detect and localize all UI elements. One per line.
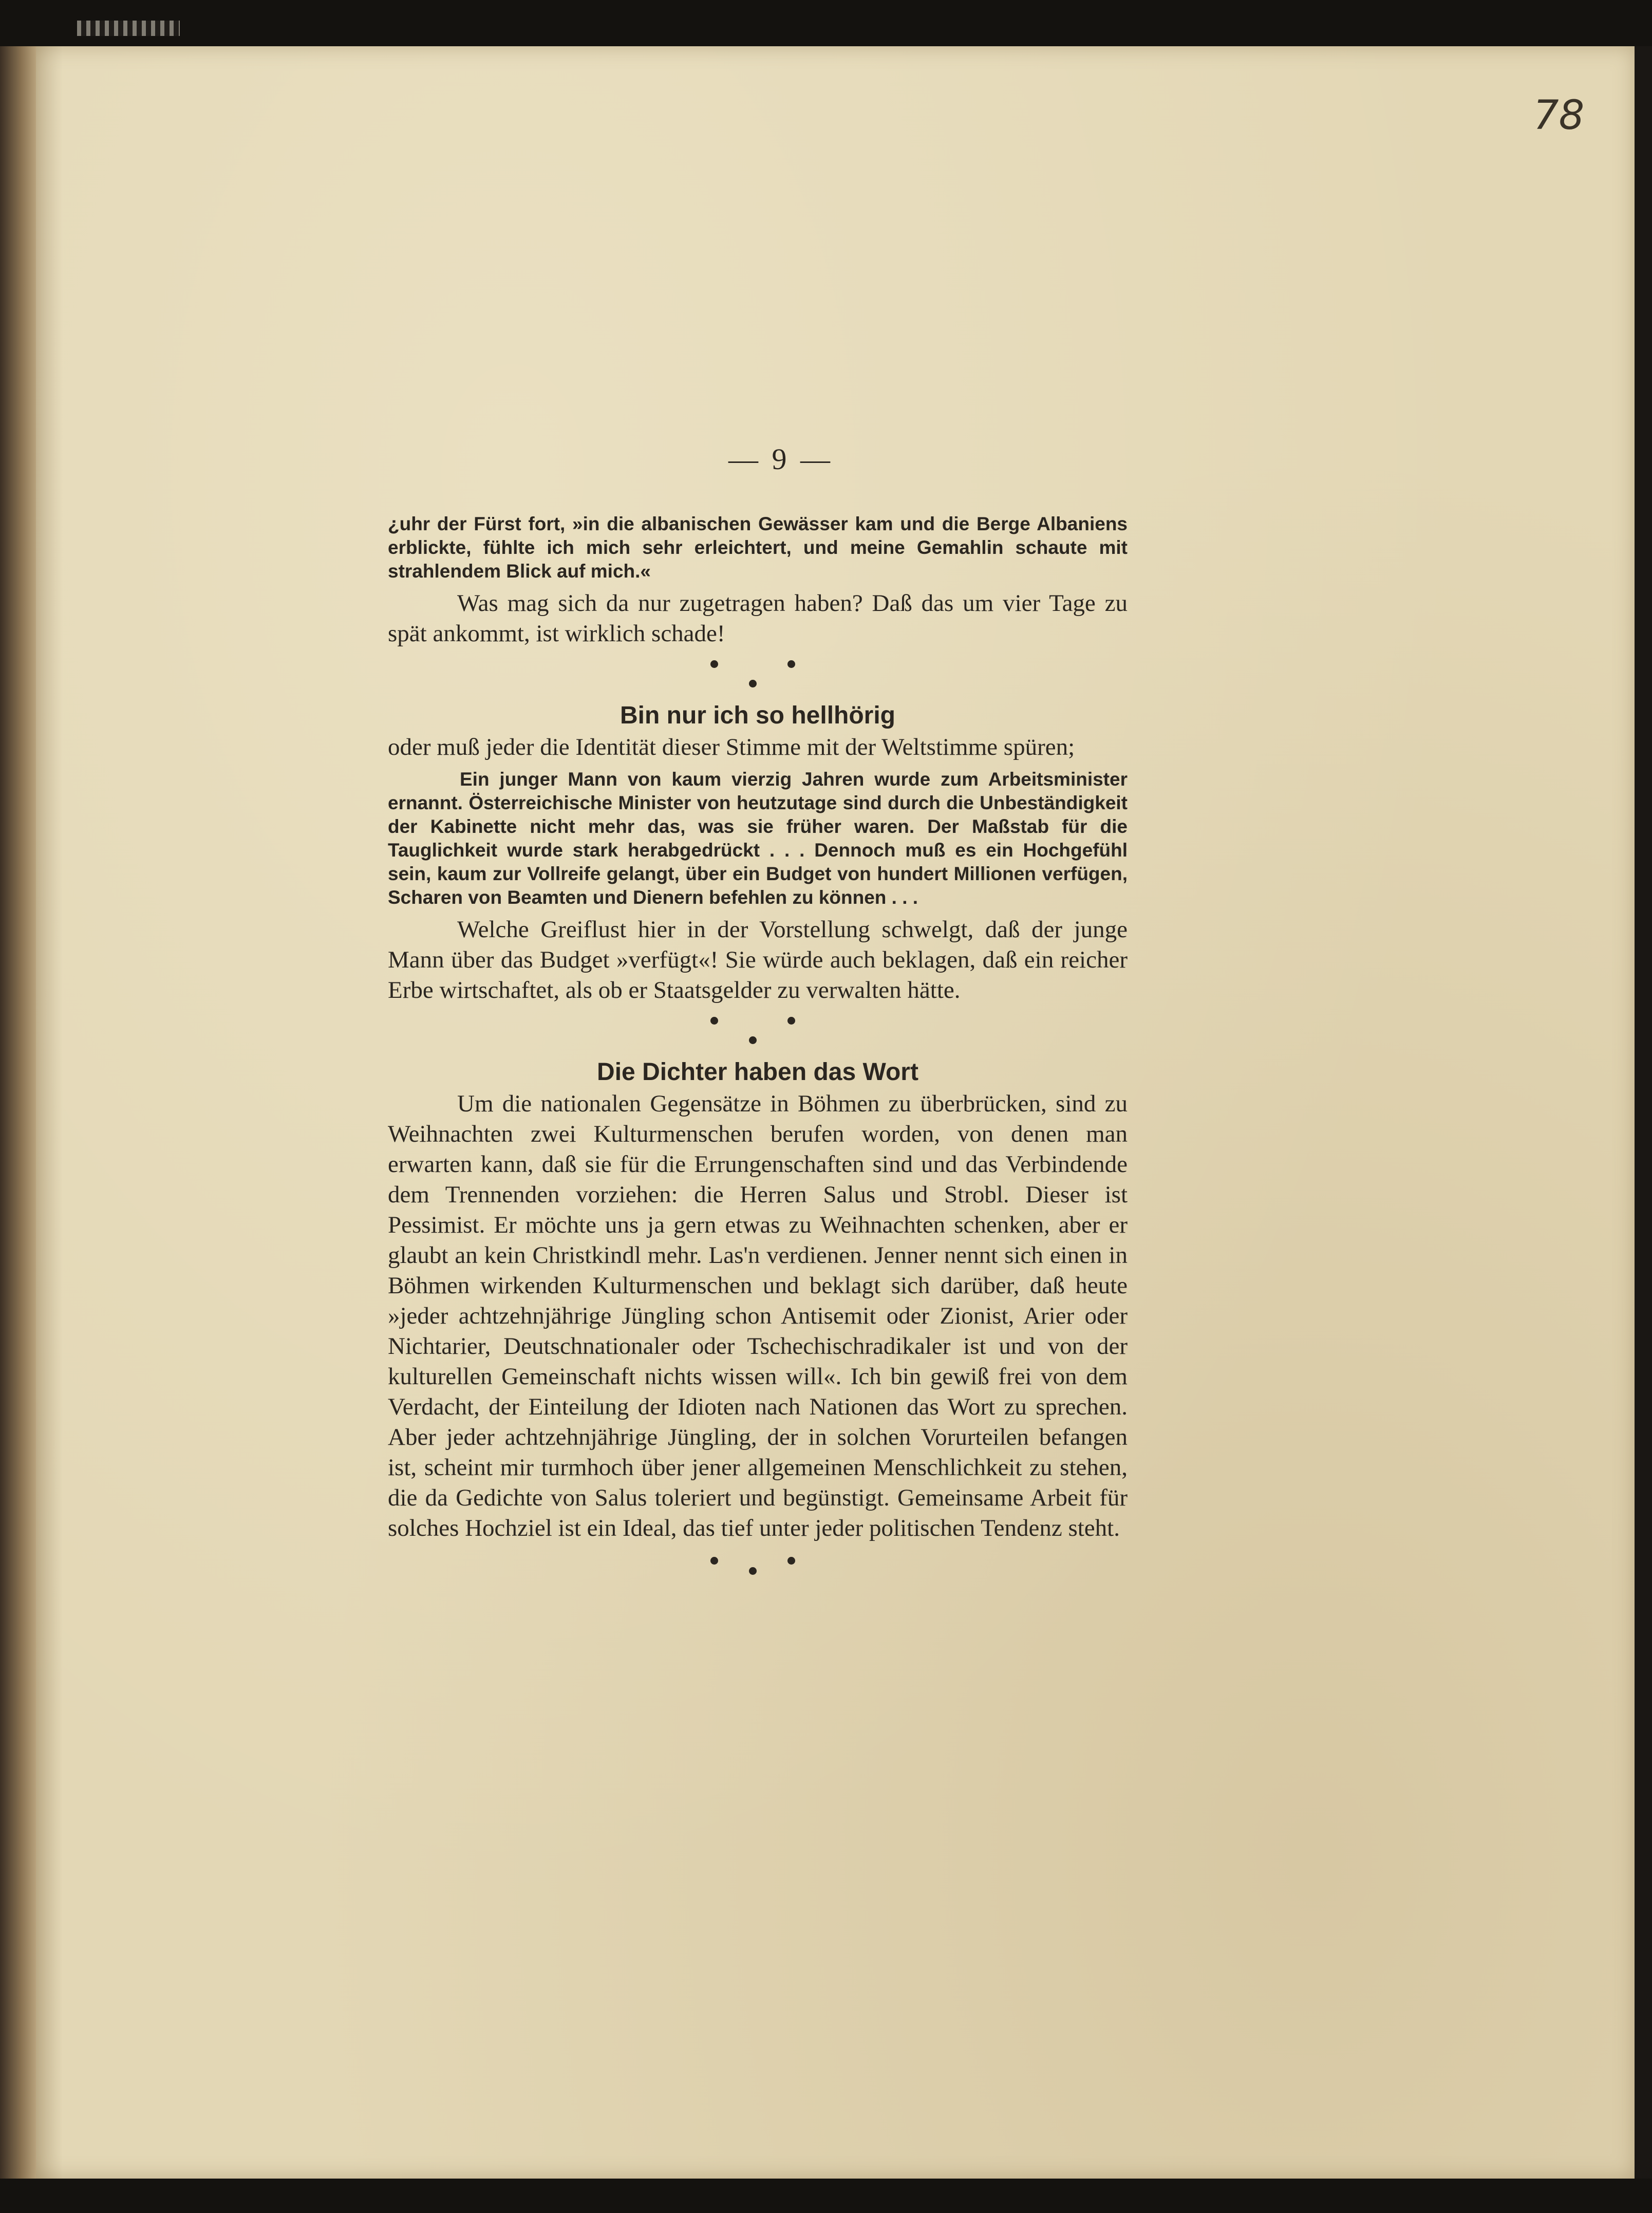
section-1-quote: Ein junger Mann von kaum vierzig Jahren wurde zum Arbeitsminister ernannt. Österreichische Minister von heutzutage sind durch die Unbeständigkeit der Kabinette nicht mehr das, was sie früher waren. Der Maßstab für die Tauglichkeit wurde stark herabgedrückt . . . Dennoch muß es ein Hochgefühl sein, kaum zur Vollreife gelangt, über ein Budget von hundert Millionen verfügen, Scharen von Beamten und Dienern befehlen zu können . . . xyxy=(388,769,1128,908)
scan-border-bottom xyxy=(0,2179,1652,2213)
section-heading-1: Bin nur ich so hellhörig xyxy=(620,702,895,729)
paragraph-1: Was mag sich da nur zugetragen haben? Daß das um vier Tage zu spät ankommt, ist wirklich schade! xyxy=(388,590,1128,647)
section-1-comment: Welche Greiflust hier in der Vorstellung schwelgt, daß der junge Mann über das Budget »verfügt«! Sie würde auch beklagen, daß ein reicher Erbe wirtschaftet, als ob er Staatsgelder zu verwalten hätte. xyxy=(388,916,1128,1003)
section-1-intro: oder muß jeder die Identität dieser Stimme mit der Weltstimme spüren; xyxy=(388,734,1075,760)
section-2-body: Um die nationalen Gegensätze in Böhmen zu überbrücken, sind zu Weihnachten zwei Kulturmenschen berufen worden, von denen man erwarten kann, daß sie für die Errungenschaften sind und das Verbindende dem Trennenden vorziehen: die Herren Salus und Strobl. Dieser ist Pessimist. Er möchte uns ja gern etwas zu Weihnachten schenken, aber er glaubt an kein Christkindl mehr. Las'n verdienen. Jenner nennt sich einen in Böhmen wirkenden Kulturmenschen und beklagt sich darüber, daß heute »jeder achtzehnjährige Jüngling schon Antisemit oder Zionist, Arier oder Nichtarier, Deutschnationaler oder Tschechischradikaler ist und von der kulturellen Gemeinschaft nichts wissen will«. Ich bin gewiß frei von dem Verdacht, der Einteilung der Idioten nach Nationen das Wort zu sprechen. Aber jeder achtzehnjährige Jüngling, der in solchen Vorurteilen befangen ist, scheint mir turmhoch über jener allgemeinen Menschlichkeit zu stehen, die da Gedichte von Salus toleriert und begünstigt. Gemeinsame Arbeit für solches Hochziel ist ein Ideal, das tief unter jeder politischen Tendenz steht. xyxy=(388,1090,1128,1541)
opening-quote: ¿uhr der Fürst fort, »in die albanischen Gewässer kam und die Berge Albaniens erblickte, fühlte ich mich sehr erleichtert, und meine Gemahlin schaute mit strahlendem Blick auf mich.« xyxy=(388,513,1128,582)
article-text xyxy=(388,442,1128,1593)
color-calibration-strip xyxy=(77,21,180,36)
page-binding xyxy=(0,46,36,2179)
handwritten-folio-number: 78 xyxy=(1533,92,1585,139)
section-heading-2: Die Dichter haben das Wort xyxy=(597,1058,918,1086)
scan-border-top xyxy=(0,0,1652,46)
section-divider-1 xyxy=(388,655,1128,695)
page-number: — 9 — xyxy=(728,442,833,476)
section-divider-3 xyxy=(388,1550,1128,1590)
section-divider-2 xyxy=(388,1012,1128,1052)
